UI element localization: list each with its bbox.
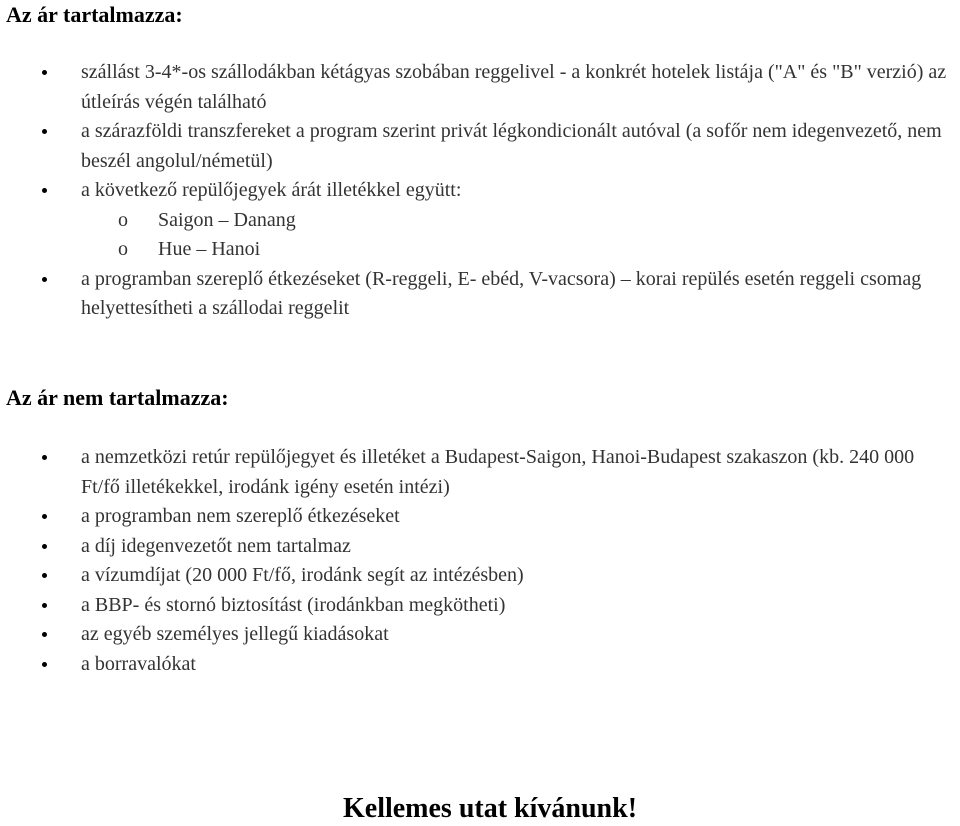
list-item [0,176,960,265]
list-item-text: a borravalókat [81,652,196,675]
bullet-icon [42,129,47,134]
sub-bullet-icon: o [118,208,128,231]
list-item [0,620,960,650]
excluded-heading: Az ár nem tartalmazza: [6,385,229,410]
list-item [0,650,960,680]
excluded-list [0,443,960,679]
list-item [0,58,960,117]
bullet-icon [42,632,47,637]
bullet-icon [42,544,47,549]
list-item-text: a nemzetközi retúr repülőjegyet és illetéket a Budapest-Saigon, Hanoi-Budapest szakaszon (kb. 240 000 Ft/fő illetékekkel, irodánk igény esetén intézi) [81,446,915,498]
bullet-icon [42,514,47,519]
list-item-text: az egyéb személyes jellegű kiadásokat [81,623,389,645]
list-item [0,443,960,502]
list-item-text: szállást 3-4*-os szállodákban kétágyas szobában reggelivel - a konkrét hotelek listája ("A" és "B" verzió) az útleírás végén található [81,61,947,113]
bullet-icon [42,277,47,282]
list-item-text: a szárazföldi transzfereket a program szerint privát légkondicionált autóval (a sofőr nem idegenvezető, nem beszél angolul/németül) [81,120,942,172]
included-list [0,58,960,324]
sub-bullet-icon: o [118,238,128,260]
list-item-text: a díj idegenvezetőt nem tartalmaz [81,534,351,557]
list-item-text: a következő repülőjegyek árát illetékkel együtt: [81,179,462,201]
flight-sublist [81,206,950,265]
list-item-text: a programban szereplő étkezéseket (R-reggeli, E- ebéd, V-vacsora) – korai repülés esetén reggeli csomag helyettesítheti a szállodai reggelit [81,267,922,319]
list-item [0,561,960,591]
sublist-item-text: Hue – Hanoi [158,238,261,260]
list-item-text: a BBP- és stornó biztosítást (irodánkban megkötheti) [81,593,506,616]
sublist-item-text: Saigon – Danang [158,208,296,231]
bullet-icon [42,188,47,193]
list-item [0,117,960,176]
bullet-icon [42,662,47,667]
bullet-icon [42,573,47,578]
list-item [0,502,960,532]
list-item [0,265,960,324]
closing-greeting: Kellemes utat kívánunk! [342,793,638,824]
list-item [0,591,960,621]
bullet-icon [42,455,47,460]
list-item-text: a programban nem szereplő étkezéseket [81,505,400,527]
included-heading: Az ár tartalmazza: [6,2,183,27]
bullet-icon [42,70,47,75]
bullet-icon [42,603,47,608]
sublist-item [0,235,950,265]
sublist-item [0,206,950,236]
list-item-text: a vízumdíjat (20 000 Ft/fő, irodánk segít az intézésben) [81,564,524,586]
list-item [0,532,960,562]
